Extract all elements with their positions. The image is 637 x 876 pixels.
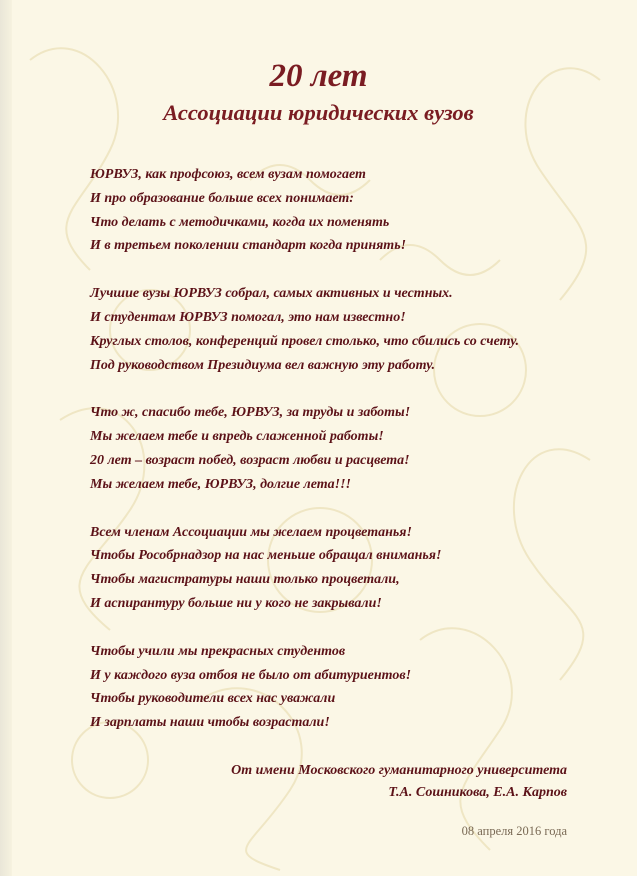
stanza-1 — [90, 163, 610, 258]
poem-line: И аспирантуру больше ни у кого не закрывали! — [90, 595, 382, 611]
poem-line: И студентам ЮРВУЗ помогал, это нам известно! — [90, 309, 406, 325]
poem-line: Что ж, спасибо тебе, ЮРВУЗ, за труды и заботы! — [90, 405, 411, 421]
page-title: 20 лет — [269, 58, 368, 94]
poem-line: ЮРВУЗ, как профсоюз, всем вузам помогает — [90, 167, 366, 182]
poem-line: Чтобы учили мы прекрасных студентов — [90, 643, 346, 659]
poem — [90, 163, 610, 759]
poem-line: 20 лет – возраст побед, возраст любви и расцвета! — [90, 452, 410, 468]
poem-line: И у каждого вуза отбоя не было от абитуриентов! — [90, 667, 412, 683]
signature-authors: Т.А. Сошникова, Е.А. Карпов — [388, 785, 567, 800]
poem-line: И зарплаты наши чтобы возрастали! — [90, 715, 330, 731]
document-date: 08 апреля 2016 года — [461, 824, 567, 838]
poem-line: Под руководством Президиума вел важную эту работу. — [90, 357, 436, 373]
poem-line: Мы желаем тебе и впредь слаженной работы! — [90, 429, 384, 445]
stanza-2 — [90, 282, 610, 377]
poem-line: И про образование больше всех понимает: — [90, 190, 354, 206]
stanza-4 — [90, 521, 610, 616]
poem-line: И в третьем поколении стандарт когда принять! — [90, 238, 407, 254]
poem-line: Круглых столов, конференций провел столько, что сбились со счету. — [90, 333, 520, 349]
poem-line: Лучшие вузы ЮРВУЗ собрал, самых активных и честных. — [90, 286, 453, 302]
stanza-5 — [90, 640, 610, 735]
signature-block — [231, 760, 567, 804]
stanza-3 — [90, 401, 610, 496]
signature-organization: От имени Московского гуманитарного университета — [231, 763, 567, 778]
page-subtitle: Ассоциации юридических вузов — [163, 100, 474, 125]
poem-line: Мы желаем тебе, ЮРВУЗ, долгие лета!!! — [90, 476, 351, 492]
poem-line: Чтобы магистратуры наши только процветали, — [90, 572, 400, 588]
poem-line: Чтобы Рособрнадзор на нас меньше обращал вниманья! — [90, 548, 442, 564]
poem-line: Что делать с методичками, когда их поменять — [90, 214, 390, 230]
poem-line: Всем членам Ассоциации мы желаем процветанья! — [90, 524, 412, 540]
scan-edge — [0, 0, 12, 876]
poem-line: Чтобы руководители всех нас уважали — [90, 691, 336, 707]
